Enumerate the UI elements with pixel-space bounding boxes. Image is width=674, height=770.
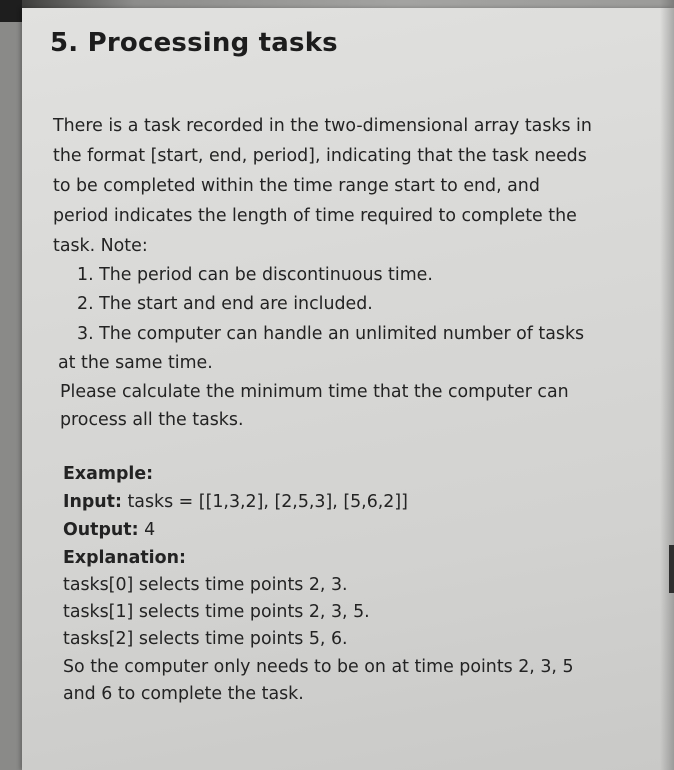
page-title: 5. Processing tasks (50, 28, 338, 58)
page-edge-mark (669, 545, 674, 593)
example-heading: Example: (63, 464, 154, 484)
description-line: the format [start, end, period], indicating that the task needs (53, 146, 587, 166)
question-line: Please calculate the minimum time that the computer can (60, 382, 569, 402)
example-input (63, 494, 408, 511)
description-line: to be completed within the time range start to end, and (53, 176, 540, 196)
note-item: 2. The start and end are included. (77, 294, 373, 314)
explanation-line: tasks[2] selects time points 5, 6. (63, 629, 348, 649)
input-label: Input: (63, 492, 122, 512)
explanation-line: So the computer only needs to be on at time points 2, 3, 5 (63, 657, 574, 677)
note-item: 1. The period can be discontinuous time. (77, 265, 433, 285)
description-line: There is a task recorded in the two-dimensional array tasks in (53, 116, 592, 136)
explanation-line: tasks[1] selects time points 2, 3, 5. (63, 602, 370, 622)
input-value: tasks = [[1,3,2], [2,5,3], [5,6,2]] (127, 492, 408, 512)
explanation-heading: Explanation: (63, 548, 186, 568)
example-output (63, 522, 155, 539)
explanation-line: tasks[0] selects time points 2, 3. (63, 575, 348, 595)
output-label: Output: (63, 520, 139, 540)
output-value: 4 (144, 520, 156, 540)
question-line: process all the tasks. (60, 410, 244, 430)
description-line: task. Note: (53, 236, 148, 256)
description-line: period indicates the length of time required to complete the (53, 206, 577, 226)
note-item-continuation: at the same time. (58, 353, 213, 373)
explanation-line: and 6 to complete the task. (63, 684, 304, 704)
note-item: 3. The computer can handle an unlimited number of tasks (77, 324, 585, 344)
screen-corner (0, 0, 22, 22)
page-edge-shadow (660, 0, 674, 770)
